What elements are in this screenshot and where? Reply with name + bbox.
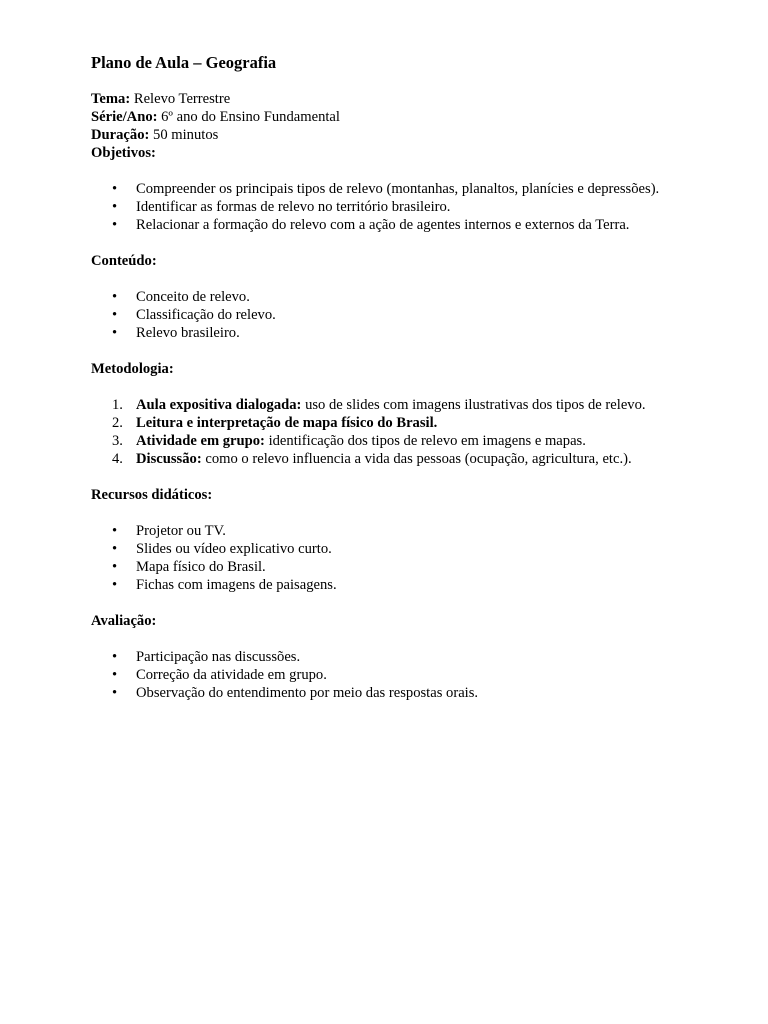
list-item: • Classificação do relevo. xyxy=(91,306,711,324)
recursos-heading: Recursos didáticos: xyxy=(91,487,213,503)
list-item: • Relacionar a formação do relevo com a ação de agentes internos e externos da Terra. xyxy=(91,216,711,234)
duracao-value: 50 minutos xyxy=(149,127,219,143)
recursos-list xyxy=(91,522,711,594)
objetivos-list xyxy=(91,180,711,234)
list-item: • Relevo brasileiro. xyxy=(91,324,711,342)
item-number: 1. xyxy=(112,397,123,413)
list-item: • Identificar as formas de relevo no território brasileiro. xyxy=(91,198,711,216)
item-bold-text: Aula expositiva dialogada: xyxy=(136,397,302,413)
metodologia-heading: Metodologia: xyxy=(91,361,174,377)
serie-line xyxy=(91,108,711,126)
item-number: 2. xyxy=(112,415,123,431)
avaliacao-list xyxy=(91,648,711,702)
item-text: como o relevo influencia a vida das pessoas (ocupação, agricultura, etc.). xyxy=(201,451,632,467)
document-title: Plano de Aula – Geografia xyxy=(91,53,277,72)
serie-value: 6º ano do Ensino Fundamental xyxy=(157,109,340,125)
list-item: • Compreender os principais tipos de relevo (montanhas, planaltos, planícies e depressões). xyxy=(91,180,711,198)
conteudo-heading: Conteúdo: xyxy=(91,253,157,269)
list-item: • Slides ou vídeo explicativo curto. xyxy=(91,540,711,558)
list-item xyxy=(91,432,711,450)
list-item xyxy=(91,450,711,468)
item-number: 3. xyxy=(112,433,123,449)
list-item: • Fichas com imagens de paisagens. xyxy=(91,576,711,594)
conteudo-list xyxy=(91,288,711,342)
item-text: identificação dos tipos de relevo em imagens e mapas. xyxy=(264,433,586,449)
item-text: uso de slides com imagens ilustrativas dos tipos de relevo. xyxy=(301,397,646,413)
document-page xyxy=(91,52,711,702)
item-bold-text: Leitura e interpretação de mapa físico do Brasil. xyxy=(136,415,438,431)
item-bold-text: Atividade em grupo: xyxy=(136,433,265,449)
avaliacao-heading: Avaliação: xyxy=(91,613,157,629)
list-item: • Observação do entendimento por meio das respostas orais. xyxy=(91,684,711,702)
tema-value: Relevo Terrestre xyxy=(130,91,231,107)
item-bold-text: Discussão: xyxy=(136,451,202,467)
duracao-label: Duração: xyxy=(91,127,150,143)
tema-label: Tema: xyxy=(91,91,131,107)
objetivos-heading: Objetivos: xyxy=(91,145,156,161)
duracao-line xyxy=(91,126,711,144)
list-item: • Projetor ou TV. xyxy=(91,522,711,540)
list-item: • Conceito de relevo. xyxy=(91,288,711,306)
list-item xyxy=(91,414,711,432)
metodologia-list xyxy=(91,396,711,468)
list-item: • Mapa físico do Brasil. xyxy=(91,558,711,576)
item-number: 4. xyxy=(112,451,123,467)
tema-line xyxy=(91,90,711,108)
serie-label: Série/Ano: xyxy=(91,109,158,125)
list-item: • Correção da atividade em grupo. xyxy=(91,666,711,684)
list-item: • Participação nas discussões. xyxy=(91,648,711,666)
list-item xyxy=(91,396,711,414)
